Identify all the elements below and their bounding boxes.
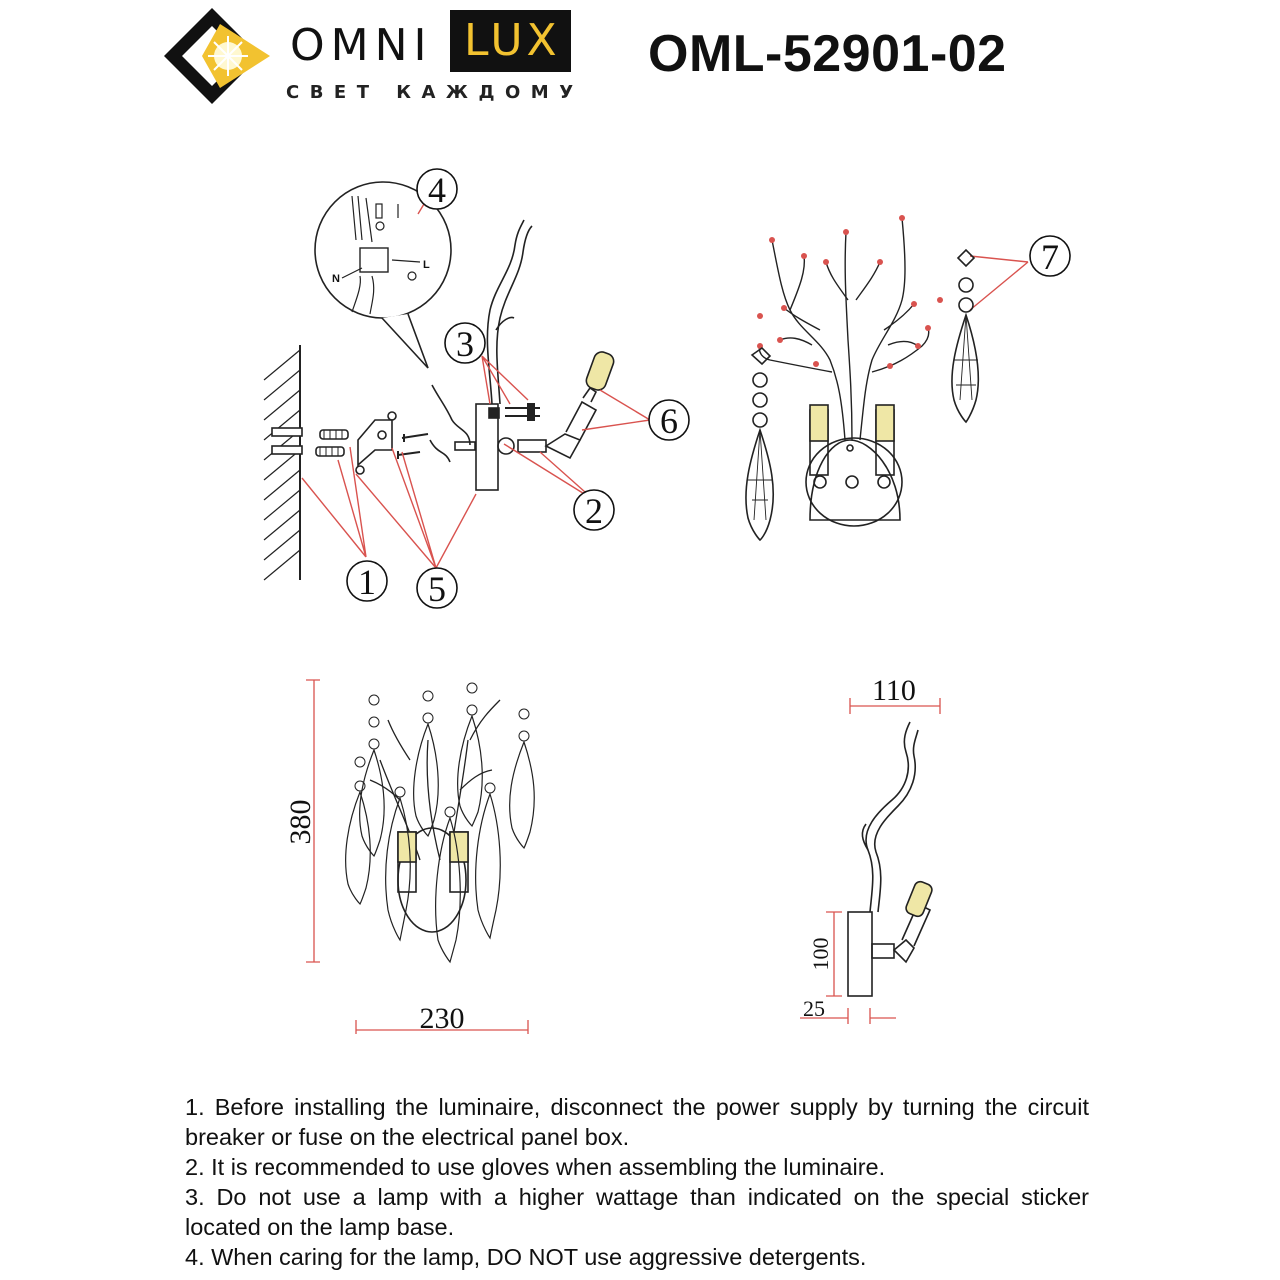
callout-3: 3 (456, 324, 474, 364)
instruction-3: 3. Do not use a lamp with a higher wattage than indicated on the special sticker located on the lamp base. (185, 1184, 1089, 1240)
wire-label-live: L (423, 259, 430, 271)
brand-lux: LUX (450, 10, 571, 72)
dim-height: 380 (284, 799, 317, 845)
leader-lines (302, 204, 1028, 568)
side-view (848, 722, 934, 996)
instruction-2: 2. It is recommended to use gloves when assembling the luminaire. (185, 1154, 886, 1180)
dimension-front-view (346, 683, 535, 962)
wall-hatching (264, 345, 302, 580)
callout-2: 2 (585, 491, 603, 531)
instruction-1: 1. Before installing the luminaire, disconnect the power supply by turning the circuit breaker or fuse on the electrical panel box. (185, 1094, 1089, 1150)
bulb-capsule-icon (584, 350, 616, 393)
dim-base-height: 100 (808, 937, 833, 971)
instructions (185, 1092, 1089, 1272)
dowels (316, 430, 348, 456)
arm-screws (505, 404, 540, 420)
dimension-lines-side (800, 698, 940, 1024)
model-number: OML-52901-02 (648, 25, 1007, 83)
dim-base-depth: 25 (803, 996, 825, 1021)
mounting-bracket (356, 412, 396, 474)
brand-tagline: СВЕТ КАЖДОМУ (286, 82, 584, 103)
brand-omni: OMNI (290, 20, 433, 71)
callout-circles (347, 169, 1070, 608)
front-view (746, 215, 978, 540)
callout-1: 1 (358, 562, 376, 602)
callout-7: 7 (1041, 237, 1059, 277)
callout-4: 4 (428, 170, 446, 210)
side-lamp-holder (518, 388, 596, 458)
callout-6: 6 (660, 401, 678, 441)
wires (430, 385, 475, 462)
instruction-4: 4. When caring for the lamp, DO NOT use aggressive detergents. (185, 1244, 867, 1270)
callout-5: 5 (428, 569, 446, 609)
dim-width: 230 (419, 1002, 465, 1035)
dimension-lines-front (306, 680, 528, 1034)
wire-label-neutral: N (332, 273, 340, 285)
dim-depth: 110 (872, 674, 916, 707)
